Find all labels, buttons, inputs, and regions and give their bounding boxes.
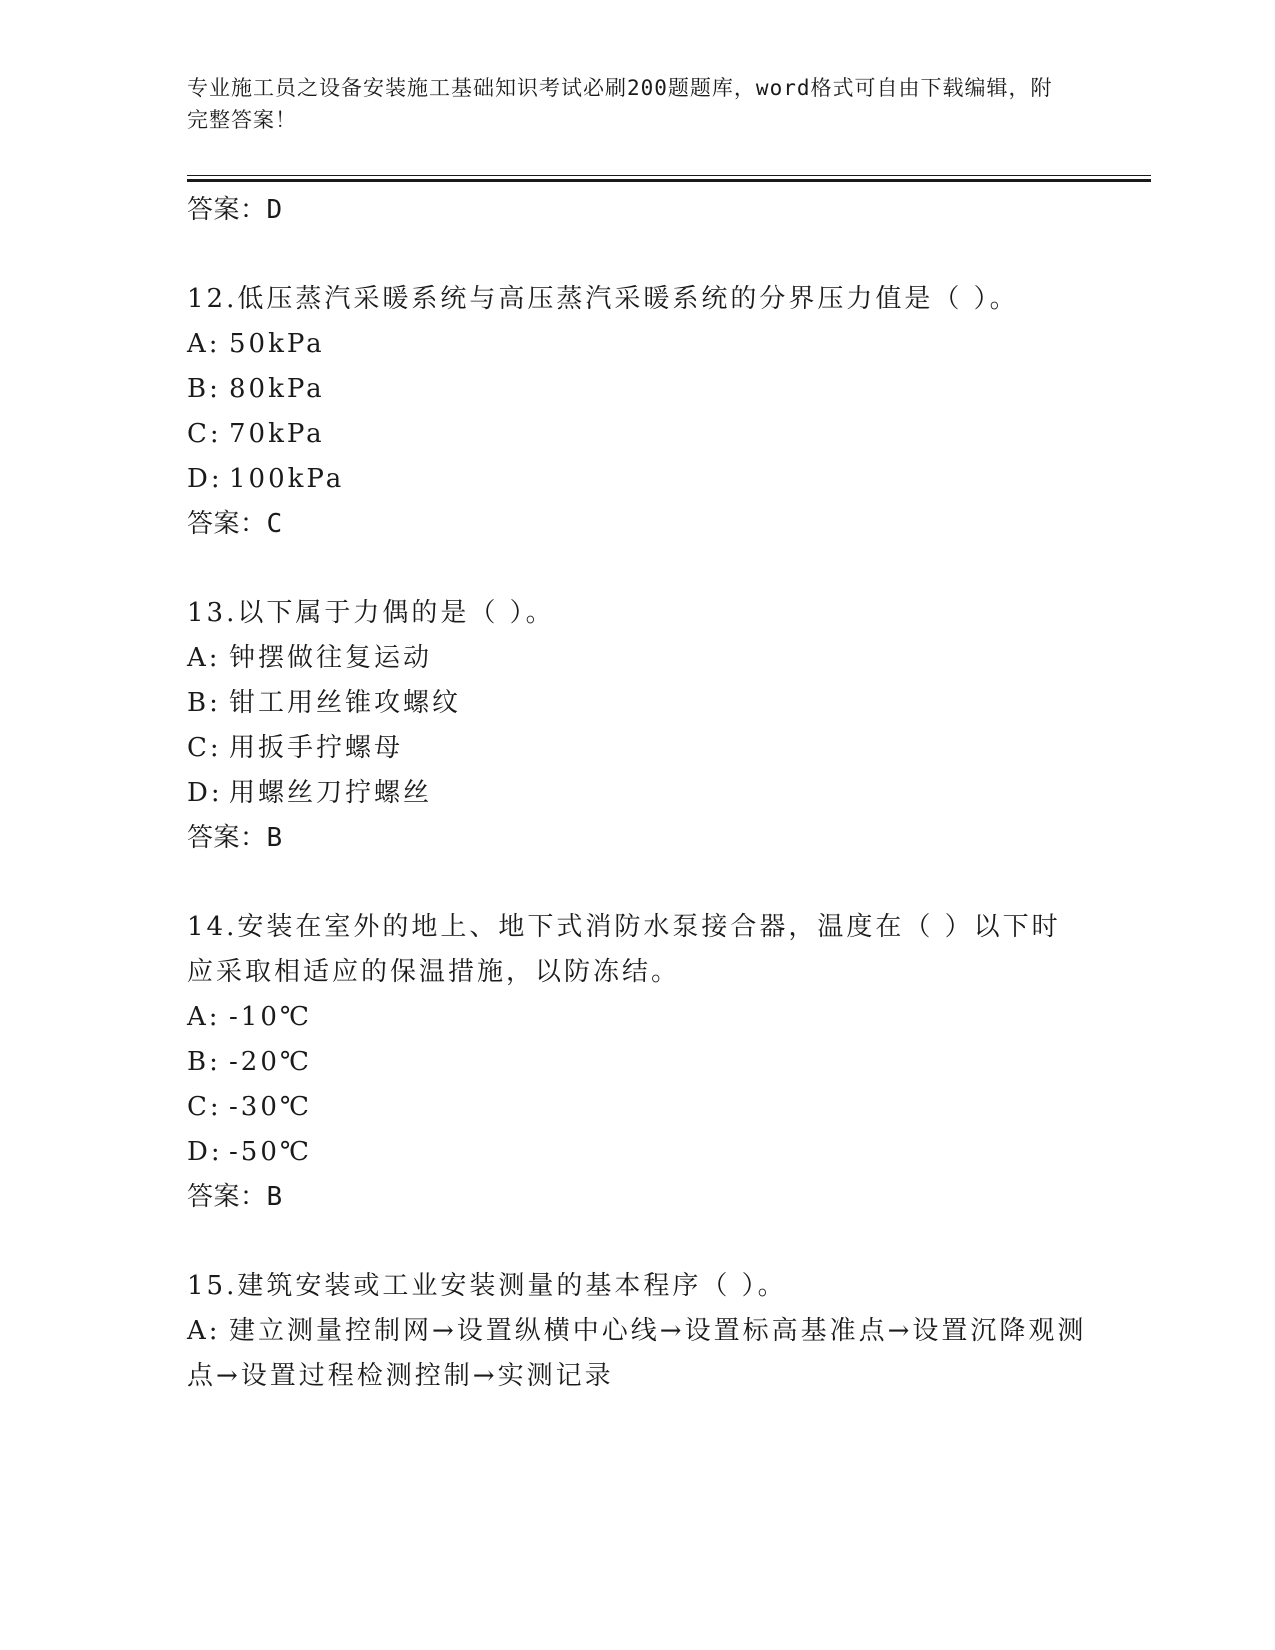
header-divider-thin [187, 175, 1151, 176]
option-text: 用扳手拧螺母 [229, 733, 404, 763]
option-text: 70kPa [229, 419, 325, 449]
question-block [187, 591, 1087, 861]
option-text: -50℃ [229, 1137, 312, 1167]
answer-line: 答案：C [187, 509, 283, 539]
option-d [187, 771, 1087, 816]
option-c [187, 726, 1087, 771]
question-block [187, 277, 1087, 547]
option-b [187, 681, 1087, 726]
option-text: 80kPa [229, 374, 325, 404]
option-text: -10℃ [229, 1002, 312, 1032]
header-divider-thick [187, 179, 1151, 182]
question-block [187, 1264, 1087, 1399]
option-text: 用螺丝刀拧螺丝 [229, 778, 433, 808]
question-text: 14.安装在室外的地上、地下式消防水泵接合器，温度在（ ）以下时应采取相适应的保温措施，以防冻结。 [187, 912, 1061, 987]
option-d [187, 1130, 1087, 1175]
question-text: 13.以下属于力偶的是（ ）。 [187, 598, 555, 628]
question-list [187, 188, 1087, 1399]
option-b [187, 367, 1087, 412]
option-b [187, 1040, 1087, 1085]
option-letter: A: [187, 643, 221, 673]
option-letter: B: [187, 688, 221, 718]
option-letter: C: [187, 1092, 222, 1122]
option-letter: D: [187, 1137, 223, 1167]
answer-line: 答案：B [187, 823, 283, 853]
option-a [187, 636, 1087, 681]
option-c [187, 412, 1087, 457]
answer-line: 答案：B [187, 1182, 283, 1212]
option-letter: B: [187, 1047, 221, 1077]
option-text: 建立测量控制网→设置纵横中心线→设置标高基准点→设置沉降观测点→设置过程检测控制→实测记录 [187, 1316, 1087, 1391]
option-a [187, 1309, 1087, 1399]
option-letter: D: [187, 464, 223, 494]
option-c [187, 1085, 1087, 1130]
question-text: 15.建筑安装或工业安装测量的基本程序（ ）。 [187, 1271, 787, 1301]
option-letter: D: [187, 778, 223, 808]
option-letter: A: [187, 1002, 221, 1032]
option-a [187, 995, 1087, 1040]
document-header-title: 专业施工员之设备安装施工基础知识考试必刷200题题库，word格式可自由下载编辑，附完整答案！ [187, 76, 1053, 132]
option-text: 50kPa [229, 329, 325, 359]
option-letter: A: [187, 1316, 221, 1346]
option-letter: A: [187, 329, 221, 359]
option-text: 钟摆做往复运动 [229, 643, 433, 673]
option-letter: C: [187, 419, 222, 449]
option-a [187, 322, 1087, 367]
option-text: 100kPa [229, 464, 345, 494]
answer-line: 答案：D [187, 195, 283, 225]
option-text: 钳工用丝锥攻螺纹 [229, 688, 462, 718]
option-letter: B: [187, 374, 221, 404]
question-text: 12.低压蒸汽采暖系统与高压蒸汽采暖系统的分界压力值是（ ）。 [187, 284, 1019, 314]
option-d [187, 457, 1087, 502]
option-text: -20℃ [229, 1047, 312, 1077]
option-text: -30℃ [229, 1092, 312, 1122]
option-letter: C: [187, 733, 222, 763]
question-block [187, 905, 1087, 1220]
